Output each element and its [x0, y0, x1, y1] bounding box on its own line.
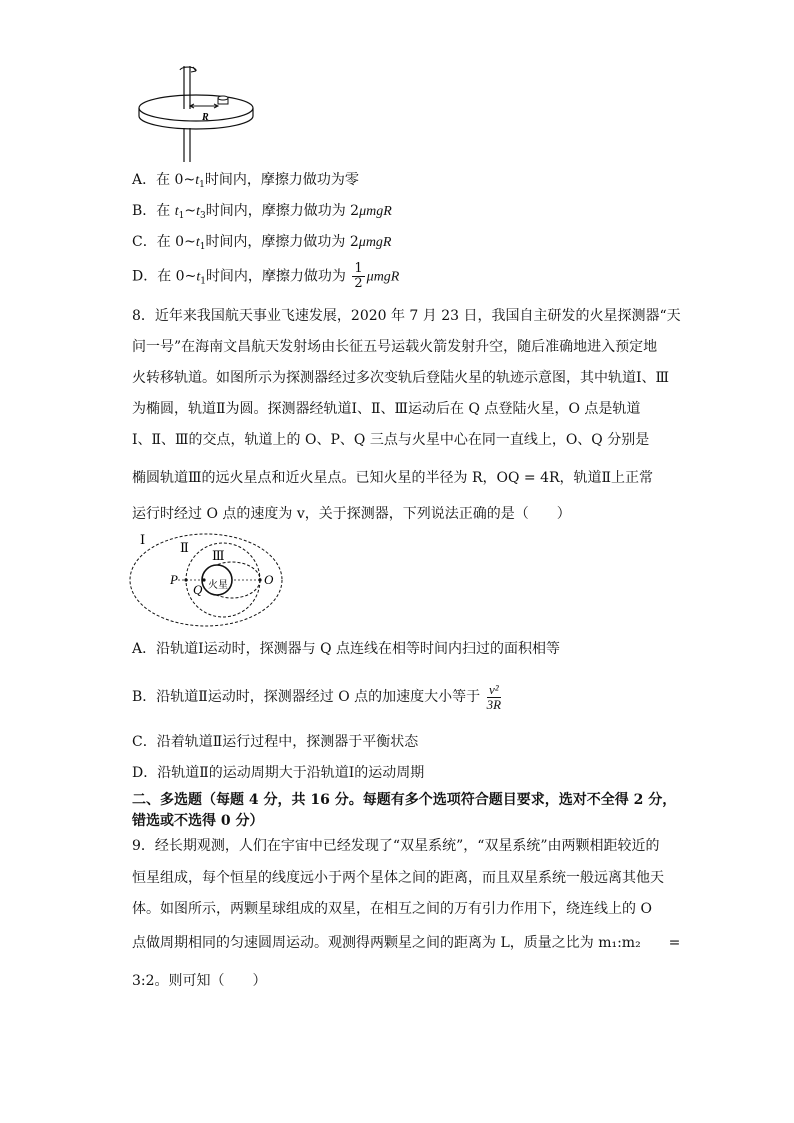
q8-option-c: C．沿着轨道Ⅱ运行过程中，探测器于平衡状态	[132, 734, 419, 750]
q9-line-2: 恒星组成，每个恒星的线度远小于两个星体之间的距离，而且双星系统一般远离其他天	[132, 870, 664, 886]
q8-line-7: 运行时经过 O 点的速度为 v，关于探测器，下列说法正确的是（ ）	[132, 506, 571, 522]
q8-option-a: A．沿轨道Ⅰ运动时，探测器与 Q 点连线在相等时间内扫过的面积相等	[132, 641, 561, 657]
fraction-half: $\frac{1}{2}$	[354, 261, 363, 291]
q7-option-c: C．在 $0\sim t_1$时间内，摩擦力做功为 2μmgR	[132, 234, 392, 252]
q9-line-5: 3:2。则可知（ ）	[132, 973, 267, 989]
section-2-heading-line-2: 错选或不选得 0 分）	[132, 813, 264, 829]
point-p-label: P	[170, 572, 178, 587]
q8-line-1: 8．近年来我国航天事业飞速发展，2020 年 7 月 23 日，我国自主研发的火星探测器“天	[132, 308, 681, 324]
q8-option-d: D．沿轨道Ⅱ的运动周期大于沿轨道Ⅰ的运动周期	[132, 765, 425, 781]
disk-top	[139, 95, 253, 121]
q9-line-1: 9．经长期观测，人们在宇宙中已经发现了“双星系统”，“双星系统”由两颗相距较近的	[132, 838, 660, 854]
q7-option-a: A．在 $0\sim t_1$时间内，摩擦力做功为零	[132, 172, 359, 190]
fraction-v2-3r: $\frac{\text{v²}}{3R}$	[486, 681, 502, 712]
q7-option-d: D．在 $0\sim t_1$时间内，摩擦力做功为 $\frac{1}{2}$ μmgR	[132, 261, 400, 291]
q9-line-3: 体。如图所示，两颗星球组成的双星，在相互之间的万有引力作用下，绕连线上的 O	[132, 901, 652, 917]
mars-label: 火星	[208, 580, 228, 591]
orbit-1-label: Ⅰ	[140, 532, 146, 547]
q8-line-2: 问一号”在海南文昌航天发射场由长征五号运载火箭发射升空，随后准确地进入预定地	[132, 339, 658, 355]
point-o-label: O	[264, 572, 274, 587]
q8-option-b: B．沿轨道Ⅱ运动时，探测器经过 O 点的加速度大小等于 $\frac{\text{v²}}{3R}$	[132, 681, 502, 712]
q8-line-5: Ⅰ、Ⅱ、Ⅲ的交点，轨道上的 O、P、Q 三点与火星中心在同一直线上，O、Q 分别是	[132, 432, 650, 448]
section-2-heading-line-1: 二、多选题（每题 4 分，共 16 分。每题有多个选项符合题目要求，选对不全得 2 分，	[132, 792, 677, 808]
q8-line-4: 为椭圆，轨道Ⅱ为圆。探测器经轨道Ⅰ、Ⅱ、Ⅲ运动后在 Q 点登陆火星，O 点是轨道	[132, 401, 641, 417]
q7-option-b: B．在 $t_1\sim t_3$时间内，摩擦力做功为 2μmgR	[132, 203, 392, 221]
radius-label: R	[202, 112, 209, 123]
point-q-label: Q	[193, 582, 203, 597]
q9-line-4: 点做周期相同的匀速圆周运动。观测得两颗星之间的距离为 L，质量之比为 m₁:m₂ =	[132, 935, 681, 951]
orbit-3-label: Ⅲ	[212, 548, 225, 563]
q8-line-3: 火转移轨道。如图所示为探测器经过多次变轨后登陆火星的轨迹示意图，其中轨道Ⅰ、Ⅲ	[132, 370, 670, 386]
orbit-figure	[128, 528, 288, 632]
orbit-2-label: Ⅱ	[180, 540, 189, 555]
q8-line-6: 椭圆轨道Ⅲ的远火星点和近火星点。已知火星的半径为 R，OQ = 4R，轨道Ⅱ上正常	[132, 470, 654, 486]
rotating-disk-figure	[130, 60, 260, 165]
